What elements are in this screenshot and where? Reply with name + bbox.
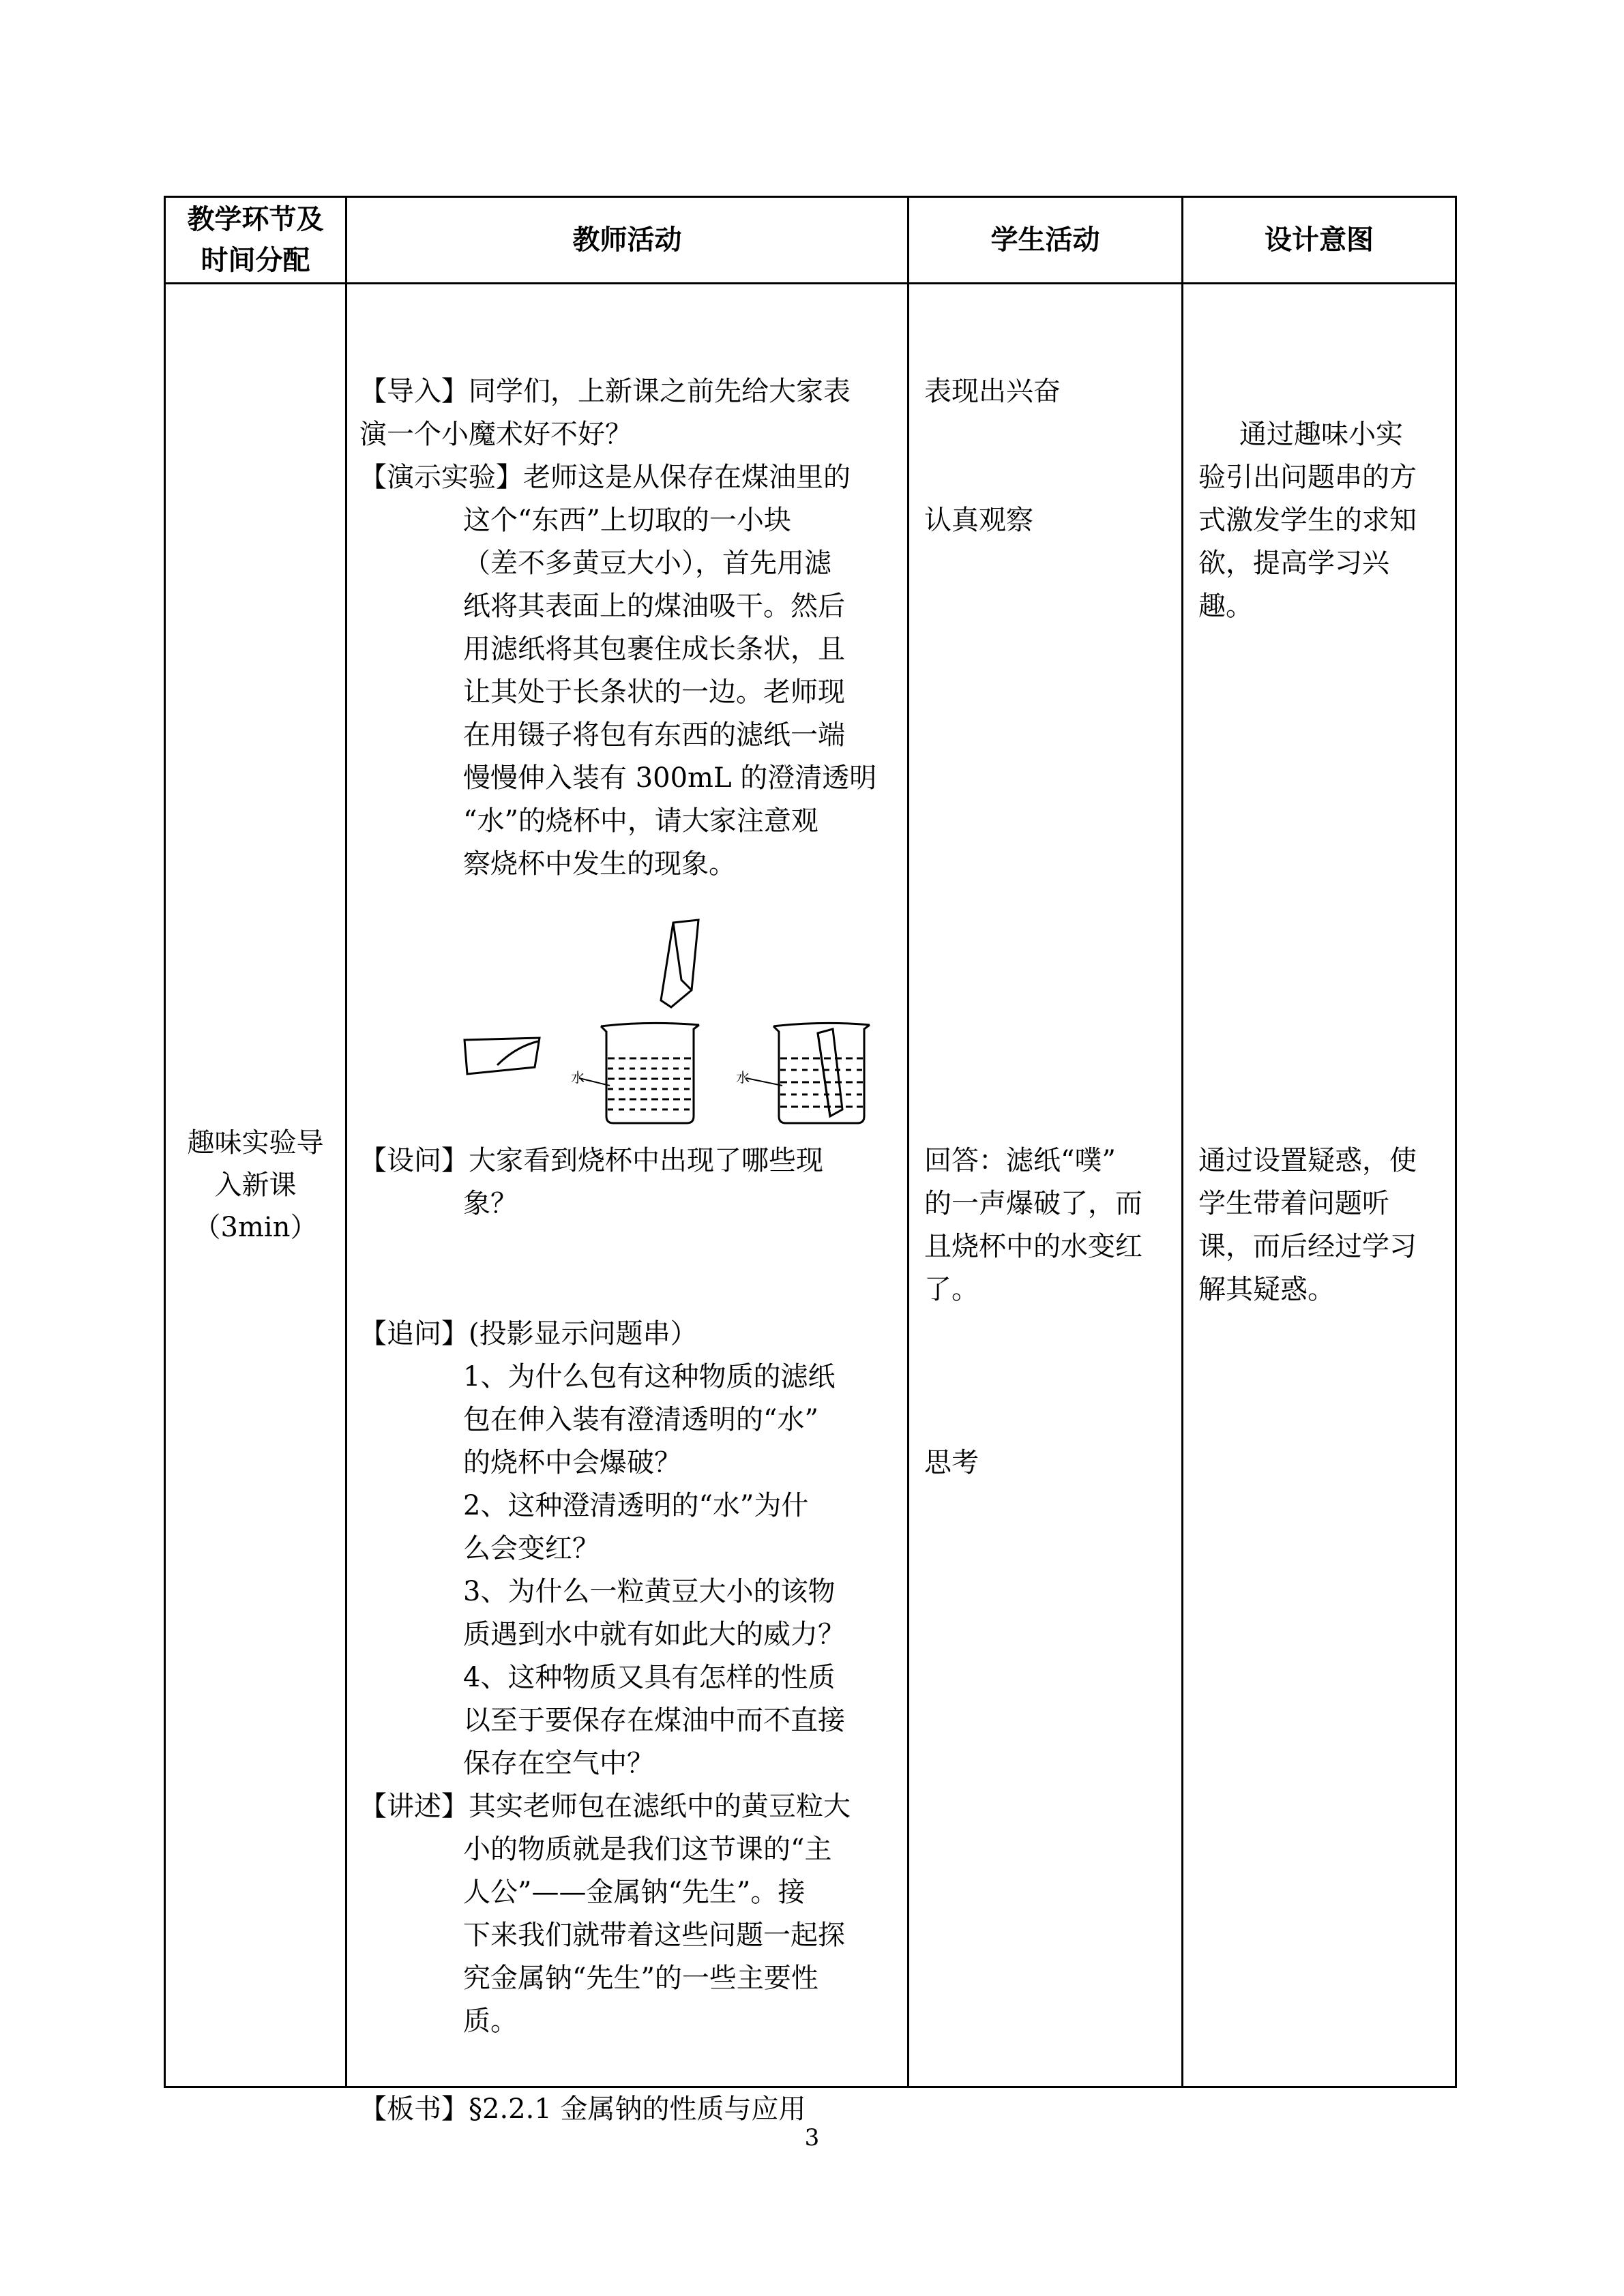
followup-line11: 保存在空气中？ xyxy=(463,1748,654,1779)
board-line: 【板书】§2.2.1 金属钠的性质与应用 xyxy=(359,2093,806,2125)
followup-line9: 4、这种物质又具有怎样的性质 xyxy=(463,1662,836,1693)
design-intent-cell xyxy=(1183,284,1456,2087)
followup-line6: 么会变红？ xyxy=(463,1533,600,1564)
intro-line1: 【导入】同学们，上新课之前先给大家表 xyxy=(359,376,851,407)
intent-a-line4: 欲，提高学习兴 xyxy=(1198,548,1389,579)
header-stage-line1: 教学环节及 xyxy=(187,204,324,235)
demo-line7: 在用镊子将包有东西的滤纸一端 xyxy=(463,719,845,751)
intent-b-line2: 学生带着问题听 xyxy=(1198,1188,1389,1219)
wrapped-paper xyxy=(464,1038,540,1074)
followup-line3: 包在伸入装有澄清透明的“水” xyxy=(463,1404,818,1435)
beaker-one-label: 水 xyxy=(571,1069,585,1086)
demo-line1: 【演示实验】老师这是从保存在煤油里的 xyxy=(359,462,851,493)
demo-line4: 纸将其表面上的煤油吸干。然后 xyxy=(463,591,845,622)
header-stage-line2: 时间分配 xyxy=(201,245,310,276)
intent-a-line1: 通过趣味小实 xyxy=(1239,419,1403,450)
followup-line10: 以至于要保存在煤油中而不直接 xyxy=(463,1705,845,1736)
student-activity-cell xyxy=(909,284,1183,2087)
demo-line6: 让其处于长条状的一边。老师现 xyxy=(463,676,845,708)
followup-line1: 【追问】(投影显示问题串） xyxy=(359,1318,698,1350)
followup-line5: 2、这种澄清透明的“水”为什 xyxy=(463,1490,809,1521)
beaker-two xyxy=(746,1023,870,1123)
student-answer-line4: 了。 xyxy=(924,1274,979,1305)
intent-a-line5: 趣。 xyxy=(1198,591,1253,622)
demo-line9: “水”的烧杯中，请大家注意观 xyxy=(463,805,818,837)
explain-line5: 究金属钠“先生”的一些主要性 xyxy=(463,1963,818,1994)
stage-line1: 趣味实验导 xyxy=(187,1127,324,1159)
demo-line3: （差不多黄豆大小），首先用滤 xyxy=(463,548,831,579)
header-teacher-activity: 教师活动 xyxy=(346,197,909,284)
header-row xyxy=(165,197,1456,284)
student-excited: 表现出兴奋 xyxy=(924,376,1061,407)
demo-line5: 用滤纸将其包裹住成长条状，且 xyxy=(463,633,845,665)
demo-line10: 察烧杯中发生的现象。 xyxy=(463,848,736,880)
content-row xyxy=(165,284,1456,2087)
question-line2: 象？ xyxy=(463,1188,518,1219)
intent-a-line2: 验引出问题串的方 xyxy=(1198,462,1417,493)
header-design-intent: 设计意图 xyxy=(1183,197,1456,284)
student-answer-line3: 且烧杯中的水变红 xyxy=(924,1231,1142,1262)
stage-line2: 入新课 xyxy=(214,1169,297,1201)
demo-line2: 这个“东西”上切取的一小块 xyxy=(463,505,791,536)
experiment-illustration xyxy=(456,912,879,1130)
followup-line4: 的烧杯中会爆破？ xyxy=(463,1447,681,1478)
beaker-two-label: 水 xyxy=(736,1069,750,1086)
explain-line6: 质。 xyxy=(463,2006,518,2037)
student-observe: 认真观察 xyxy=(924,505,1033,536)
intent-b-line3: 课，而后经过学习 xyxy=(1198,1231,1417,1262)
explain-line1: 【讲述】其实老师包在滤纸中的黄豆粒大 xyxy=(359,1791,851,1822)
student-answer-line1: 回答：滤纸“噗” xyxy=(924,1145,1116,1176)
intent-a-line3: 式激发学生的求知 xyxy=(1198,505,1417,536)
explain-line3: 人公”——金属钠“先生”。接 xyxy=(463,1877,806,1908)
intro-line2: 演一个小魔术好不好？ xyxy=(359,419,632,450)
followup-line8: 质遇到水中就有如此大的威力？ xyxy=(463,1619,845,1650)
intent-b-line4: 解其疑惑。 xyxy=(1198,1274,1335,1305)
stage-cell xyxy=(165,284,346,2087)
beaker-one xyxy=(579,1023,699,1123)
page-number: 3 xyxy=(804,2124,820,2151)
question-line1: 【设问】大家看到烧杯中出现了哪些现 xyxy=(359,1145,823,1176)
intent-b-line1: 通过设置疑惑，使 xyxy=(1198,1145,1417,1176)
demo-line8: 慢慢伸入装有 300mL 的澄清透明 xyxy=(463,762,877,794)
stage-time: （3min） xyxy=(193,1212,318,1243)
followup-line7: 3、为什么一粒黄豆大小的该物 xyxy=(463,1576,836,1607)
student-think: 思考 xyxy=(924,1447,979,1478)
explain-line2: 小的物质就是我们这节课的“主 xyxy=(463,1834,832,1865)
header-stage-time xyxy=(165,197,346,284)
teacher-activity-cell xyxy=(346,284,909,2125)
explain-line4: 下来我们就带着这些问题一起探 xyxy=(463,1920,845,1951)
folded-paper-strip xyxy=(661,920,698,1007)
followup-line2: 1、为什么包有这种物质的滤纸 xyxy=(463,1361,836,1392)
header-student-activity: 学生活动 xyxy=(909,197,1183,284)
lesson-plan-table xyxy=(164,196,1457,2125)
student-answer-line2: 的一声爆破了，而 xyxy=(924,1188,1142,1219)
